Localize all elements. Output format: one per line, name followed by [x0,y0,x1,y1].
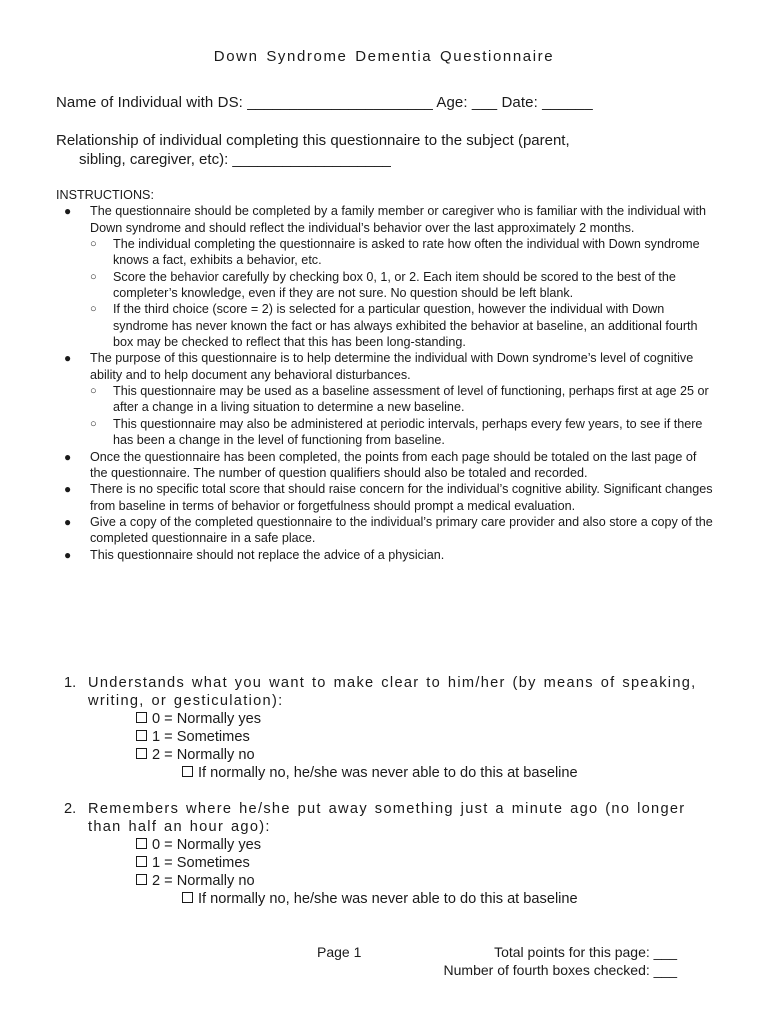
bullet-icon: ● [64,514,72,529]
relationship-line-continued: sibling, caregiver, etc): ___________________ [79,151,391,168]
bullet-icon: ● [64,351,72,366]
instruction-subitem: ○ This questionnaire may also be administered at periodic intervals, perhaps every few years, to see if there has been a change in the level of functioning from baseline. [90,416,703,448]
instruction-item: ● Give a copy of the completed questionnaire to the individual’s primary care provider and also store a copy of the completed questionnaire in a safe place. [64,514,713,546]
instruction-item: ● There is no specific total score that should raise concern for the individual’s cognitive ability. Significant changes from baseline in terms of behavior or forgetfulness should prompt a medical evaluation. [64,482,713,513]
checkbox-icon[interactable] [136,838,147,849]
relationship-line: Relationship of individual completing this questionnaire to the subject (parent, [56,132,570,149]
fourth-box-checkbox[interactable]: If normally no, he/she was never able to do this at baseline [64,764,708,782]
instruction-subitem: ○ Score the behavior carefully by checking box 0, 1, or 2. Each item should be scored to the best of the completer’s knowledge, even if they are not sure. No question should be left blank. [90,269,676,301]
question-text: 2. Remembers where he/she put away something just a minute ago (no longer than half an hour ago): [64,801,686,835]
circle-bullet-icon: ○ [90,303,97,316]
instruction-item: ● Once the questionnaire has been completed, the points from each page should be totaled on the last page of the questionnaire. The number of question qualifiers should also be totaled and recorded. [64,449,697,480]
option-0-checkbox[interactable]: 0 = Normally yes [64,836,708,854]
question-number: 2. [64,801,77,817]
name-age-date-line: Name of Individual with DS: ______________________ Age: ___ Date: ______ [56,94,593,111]
question-2 [64,800,708,908]
checkbox-icon[interactable] [136,730,147,741]
instruction-subitem: ○ The individual completing the questionnaire is asked to rate how often the individual with Down syndrome knows a fact, exhibits a behavior, etc. [90,237,700,268]
circle-bullet-icon: ○ [90,238,97,251]
instruction-item: ● The questionnaire should be completed by a family member or caregiver who is familiar with the individual with Down syndrome and should reflect the individual’s behavior over the last approximately 2 months. ○ The individual completing the questionnaire is asked to rate how often the individual with Down syndrome knows a fact, exhibits a behavior, etc. ○ Score the behavior carefully by checking box 0, 1, or 2. Each item should be scored to the best of the completer’s knowledge, even if they are not sure. No question should be left blank. ○ If the third choice (score = 2) is selected for a particular question, however the individual with Down syndrome has never known the fact or has always exhibited the behavior at baseline, an additional fourth box may be checked to reflect that this has been long-standing. [56,203,716,350]
instruction-subitem: ○ If the third choice (score = 2) is selected for a particular question, however the individual with Down syndrome has never known the fact or has always exhibited the behavior at baseline, an additional fourth box may be checked to reflect that this has been long-standing. [90,302,698,350]
fourth-box-checkbox[interactable]: If normally no, he/she was never able to do this at baseline [64,890,708,908]
checkbox-icon[interactable] [136,712,147,723]
instruction-item: ● The purpose of this questionnaire is to help determine the individual with Down syndrome’s level of cognitive ability and to help document any behavioral disturbances. ○ This questionnaire may be used as a baseline assessment of level of functioning, perhaps first at age 25 or after a change in a living situation to determine a new baseline. ○ This questionnaire may also be administered at periodic intervals, perhaps every few years, to see if there has been a change in the level of functioning from baseline. [56,350,716,448]
page-title: Down Syndrome Dementia Questionnaire [213,48,555,65]
circle-bullet-icon: ○ [90,417,97,430]
total-points-line: Total points for this page: ___ [494,944,677,960]
circle-bullet-icon: ○ [90,270,97,283]
option-1-checkbox[interactable]: 1 = Sometimes [64,854,708,872]
bullet-icon: ● [64,482,72,497]
option-0-checkbox[interactable]: 0 = Normally yes [64,710,708,728]
bullet-icon: ● [64,449,72,464]
option-1-checkbox[interactable]: 1 = Sometimes [64,728,708,746]
page-number: Page 1 [317,944,362,960]
fourth-boxes-line: Number of fourth boxes checked: ___ [443,962,677,978]
question-number: 1. [64,675,77,691]
checkbox-icon[interactable] [136,856,147,867]
checkbox-icon[interactable] [136,748,147,759]
instruction-item: ● This questionnaire should not replace the advice of a physician. [64,547,445,562]
instructions-section [56,187,716,563]
instructions-heading: INSTRUCTIONS: [56,188,154,202]
bullet-icon: ● [64,547,72,562]
instruction-sublist [90,383,716,448]
circle-bullet-icon: ○ [90,385,97,398]
checkbox-icon[interactable] [182,766,193,777]
instructions-list [56,203,716,563]
question-text: 1. Understands what you want to make clear to him/her (by means of speaking, writing, or gesticulation): [64,675,697,709]
bullet-icon: ● [64,204,72,219]
option-2-checkbox[interactable]: 2 = Normally no [64,746,708,764]
question-1 [64,674,708,782]
checkbox-icon[interactable] [136,874,147,885]
checkbox-icon[interactable] [182,892,193,903]
instruction-sublist [90,236,716,350]
option-2-checkbox[interactable]: 2 = Normally no [64,872,708,890]
instruction-subitem: ○ This questionnaire may be used as a baseline assessment of level of functioning, perhaps first at age 25 or after a change in a living situation to determine a new baseline. [90,384,709,415]
